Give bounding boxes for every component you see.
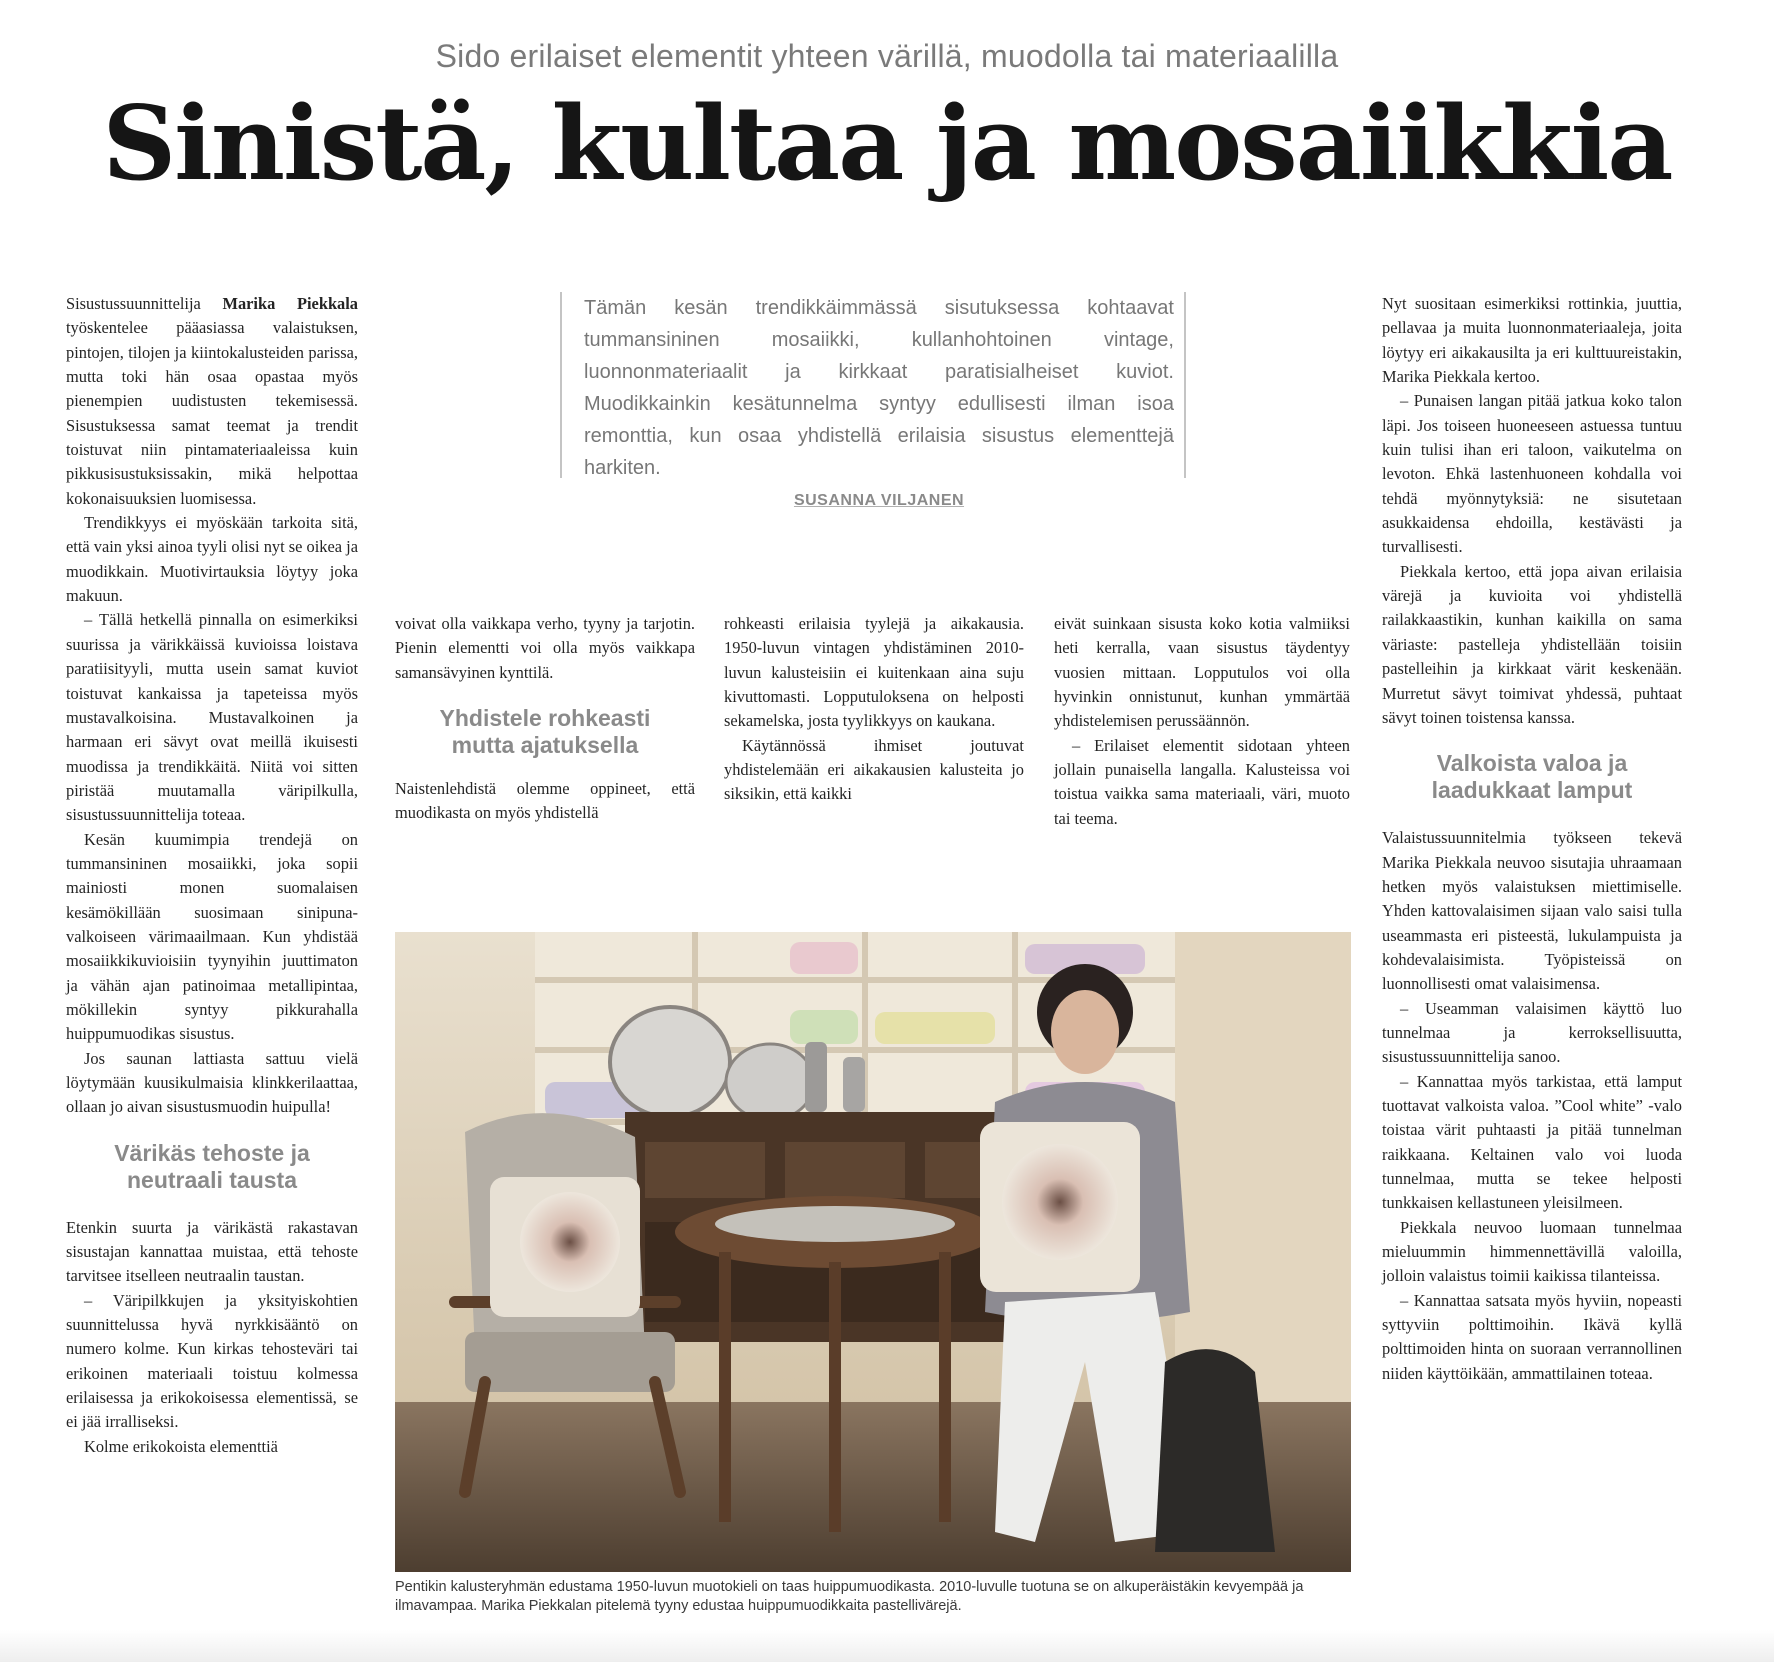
col5-paragraph: – Punaisen langan pitää jatkua koko talon läpi. Jos toiseen huoneeseen astuessa tuntuu kuin tulisi ihan eri taloon, vaikutelma on levoton. Ehkä lastenhuoneen kohdalla voi tehdä myönnytyksiä: ne sisutetaan asukkaidensa ehdoilla, kestävästi ja turvallisesti. xyxy=(1382,391,1682,557)
photo-caption: Pentikin kalusteryhmän edustama 1950-luvun muotokieli on taas huippumuodikasta. 2010-luvulle tuotuna se on alkuperäistäkin kevyempää ja ilmavampaa. Marika Piekkalan pitelemä tyyny edustaa huippumuodikkaita pastellivärejä. xyxy=(395,1579,1304,1614)
col5-paragraph: Valaistussuunnitelmia työkseen tekevä Marika Piekkala neuvoo sisutajia uhraamaan hetken myös valaistuksen miettimiselle. Yhden kattovalaisimen sijaan valo saisi tulla useammasta eri pisteestä, lukulampuista ja kohdevalaisimista. Työpisteissä on luonnollisesti omat valaisimensa. xyxy=(1382,828,1682,994)
col2-paragraph: voivat olla vaikkapa verho, tyyny ja tarjotin. Pienin elementti voi olla myös vaikkapa samansävyinen kynttilä. xyxy=(395,614,695,682)
col1-paragraph: Etenkin suurta ja värikästä rakastavan sisustajan kannattaa muistaa, että tehoste tarvitsee itselleen neutraalin taustan. xyxy=(66,1217,358,1286)
col1-paragraph: Kesän kuumimpia trendejä on tummansininen mosaiikki, joka sopii mainiosti monen suomalaisen kesämökillään suosimaan sinipuna-valkoiseen värimaailmaan. Kun yhdistää mosaiikkikuvioisiin tyynyihin juuttimaton ja vähän ajan patinoimaa metallipintaa, mökillekin syntyy pikkurahalla huippumuodikas sisustus. xyxy=(66,829,358,1044)
article-kicker: Sido erilaiset elementit yhteen värillä, muodolla tai materiaalilla xyxy=(435,38,1339,74)
col5-paragraph: Piekkala kertoo, että jopa aivan erilaisia värejä ja kuvioita voi yhdistellä railakkaastikin, kunhan kaikilla on sama väriaste: pastelleja yhdistellään toisiin pastelleihin ja kirkkaat värit keskenään. Murretut sävyt toimivat yhdessä, puhtaat sävyt toinen toistensa kanssa. xyxy=(1382,561,1682,727)
col1-subheading: Värikäs tehoste ja neutraali tausta xyxy=(114,1139,310,1193)
text-column-1 xyxy=(66,292,358,1459)
col2-subheading: Yhdistele rohkeasti mutta ajatuksella xyxy=(439,705,651,759)
col1-p1-lead: Sisustussuunnittelija xyxy=(66,294,223,313)
col4-paragraph: eivät suinkaan sisusta koko kotia valmiiksi heti kerralla, vaan sisustus täydentyy vuosien mittaan. Lopputulos voi olla hyvinkin onnistunut, kunhan ymmärtää yhdistelemisen perussäännön. xyxy=(1054,614,1350,731)
lead-rule-left xyxy=(560,292,562,478)
col5-paragraph: – Useamman valaisimen käyttö luo tunnelmaa ja kerroksellisuutta, sisustussuunnittelija sanoo. xyxy=(1382,998,1682,1067)
col5-paragraph: Piekkala neuvoo luomaan tunnelmaa mieluummin himmennettävillä valoilla, jolloin valaistus toimii kaikissa tilanteissa. xyxy=(1382,1217,1682,1286)
col1-p1-body: työskentelee pääasiassa valaistuksen, pintojen, tilojen ja kiintokalusteiden parissa, mutta toki hän osaa opastaa myös pienempien uudistusten tekemisessä. Sisustuksessa samat teemat ja trendit toistuvat niin pintamateriaaleissa kuin pikkusisustuksissakin, mikä helpottaa kokonaisuuksien luomisessa. xyxy=(66,318,358,508)
article-lead: Tämän kesän trendikkäimmässä sisutuksessa kohtaavat tummansininen mosaiikki, kullanhohtoinen vintage, luonnonmateriaalit ja kirkkaat paratisialheiset kuviot. Muodikkainkin kesätunnelma syntyy edullisesti ilman isoa remonttia, kun osaa yhdistellä erilaisia sisustus elementtejä harkiten. xyxy=(584,297,1174,479)
col1-paragraph xyxy=(66,292,358,511)
col3-paragraph: Käytännössä ihmiset joutuvat yhdistelemään eri aikakausien kalusteita jo siksikin, että kaikki xyxy=(724,735,1024,804)
col1-paragraph: – Tällä hetkellä pinnalla on esimerkiksi suurissa ja värikkäissä kuvioissa loistava paratiisityyli, mutta usein samat kuviot toistuvat kankaissa ja tapeteissa myös mustavalkoisina. Mustavalkoinen ja harmaan eri sävyt ovat meillä ikuisesti muodissa ja trendikkäitä. Niitä voi sitten piristää muutamalla väripilkulla, sisustussuunnittelija toteaa. xyxy=(66,610,358,825)
lead-rule-right xyxy=(1184,292,1186,478)
col5-paragraph: – Kannattaa myös tarkistaa, että lamput tuottavat valkoista valoa. ”Cool white” -valo toistaa värit puhtaasti ja pitää tunnelman raikkaana. Keltainen valo voi luoda tunnelmaa, mutta se tekee helposti tunkkaisen kellastuneen yleisilmeen. xyxy=(1382,1071,1682,1213)
article-headline: Sinistä, kultaa ja mosaiikkia xyxy=(102,84,1672,204)
col1-paragraph: Jos saunan lattiasta sattuu vielä löytymään kuusikulmaisia klinkkerilaattaa, ollaan jo aivan sisustusmuodin huipulla! xyxy=(66,1048,358,1117)
col3-paragraph: rohkeasti erilaisia tyylejä ja aikakausia. 1950-luvun vintagen yhdistäminen 2010-luvun kalusteisiin ei kuitenkaan aina suju kivuttomasti. Lopputuloksena on helposti sekamelska, josta tyylikkyys on kaukana. xyxy=(724,614,1024,731)
article-photo xyxy=(395,932,1351,1572)
text-column-2 xyxy=(395,612,695,826)
col5-paragraph: Nyt suositaan esimerkiksi rottinkia, juuttia, pellavaa ja muita luonnonmateriaaleja, joita löytyy eri aikakausilta ja eri kulttuureistakin, Marika Piekkala kertoo. xyxy=(1382,294,1682,387)
text-column-5 xyxy=(1382,292,1682,1386)
text-column-3 xyxy=(724,612,1024,807)
page-bottom-edge xyxy=(0,1630,1774,1662)
col4-paragraph: – Erilaiset elementit sidotaan yhteen jollain punaisella langalla. Kalusteissa voi toistua vaikka sama materiaali, väri, muoto tai teema. xyxy=(1054,735,1350,828)
person-name: Marika Piekkala xyxy=(222,294,358,313)
col1-paragraph: Kolme erikokoista elementtiä xyxy=(84,1436,278,1456)
col5-subheading: Valkoista valoa ja laadukkaat lamput xyxy=(1431,750,1633,804)
text-column-4 xyxy=(1054,612,1350,831)
article-byline: SUSANNA VILJANEN xyxy=(793,492,965,509)
col2-paragraph: Naistenlehdistä olemme oppineet, että muodikasta on myös yhdistellä xyxy=(395,779,695,823)
photo-illustration xyxy=(395,932,1351,1572)
col1-paragraph: Trendikkyys ei myöskään tarkoita sitä, että vain yksi ainoa tyyli olisi nyt se oikea ja muodikkain. Muotivirtauksia löytyy joka makuun. xyxy=(66,513,358,606)
col5-paragraph: – Kannattaa satsata myös hyviin, nopeasti syttyviin polttimoihin. Ikävä kyllä polttimoiden hinta on suoraan verrannollinen niiden käyttöikään, ammattilainen toteaa. xyxy=(1382,1290,1682,1383)
col1-paragraph: – Väripilkkujen ja yksityiskohtien suunnittelussa hyvä nyrkkisääntö on numero kolme. Kun kirkas tehosteväri tai erikoinen materiaali toistuu kolmessa erilaisessa ja erikokoisessa elementissä, se ei jää irralliseksi. xyxy=(66,1290,358,1432)
